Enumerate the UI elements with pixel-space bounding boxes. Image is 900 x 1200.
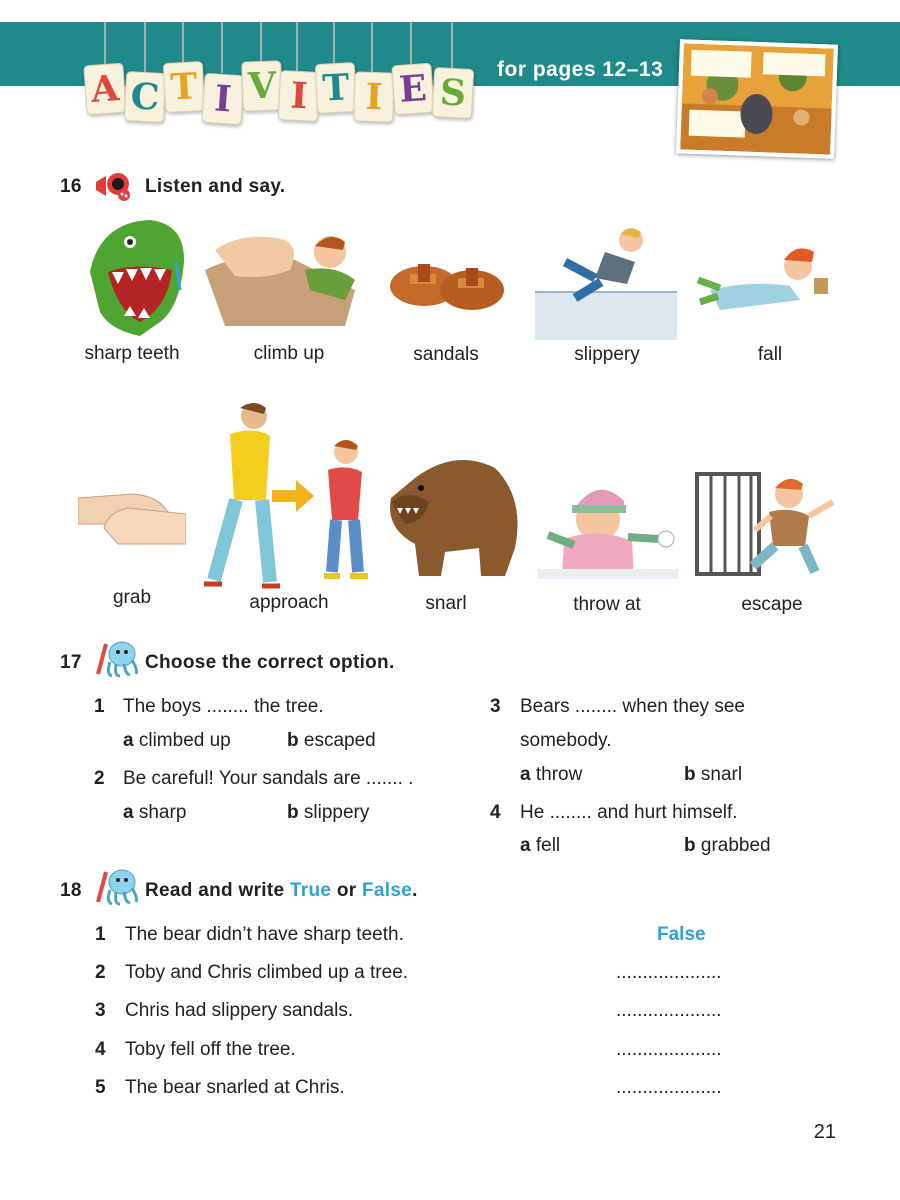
throw-at-picture <box>538 475 678 579</box>
question-17-1: 1 The boys ........ the tree. <box>94 696 324 717</box>
section-number: 17 <box>60 652 82 673</box>
tf-answer-blank[interactable]: .................... <box>616 1000 722 1021</box>
caption-sharp-teeth: sharp teeth <box>84 343 180 364</box>
slippery-picture <box>535 222 677 340</box>
fall-picture <box>690 240 840 322</box>
caption-slippery: slippery <box>574 344 640 365</box>
caption-sandals: sandals <box>413 344 479 365</box>
title-letter: T <box>315 62 358 114</box>
tf-statement: 1 The bear didn’t have sharp teeth. <box>95 924 404 945</box>
title-letter: I <box>278 70 321 122</box>
tf-statement: 4 Toby fell off the tree. <box>95 1039 296 1060</box>
question-17-3: 3 Bears ........ when they see <box>490 696 745 717</box>
approach-picture <box>200 400 380 590</box>
section-title: Read and write True or False. <box>145 880 418 901</box>
tf-statement: 2 Toby and Chris climbed up a tree. <box>95 962 409 983</box>
title-letter: I <box>353 71 395 122</box>
tf-answer-blank[interactable]: .................... <box>616 1039 722 1060</box>
question-17-2-option-a[interactable]: a sharp <box>123 802 187 823</box>
question-17-3-option-b[interactable]: b snarl <box>684 764 743 785</box>
question-17-1-option-b[interactable]: b escaped <box>287 730 376 751</box>
title-letter: S <box>432 67 475 119</box>
question-17-4-option-a[interactable]: a fell <box>520 835 561 856</box>
caption-snarl: snarl <box>425 593 467 614</box>
section-16-heading <box>60 176 286 198</box>
caption-climb-up: climb up <box>253 343 325 364</box>
climb-up-picture <box>205 230 367 326</box>
caption-approach: approach <box>249 592 329 613</box>
section-number: 18 <box>60 880 82 901</box>
section-18-heading <box>60 880 418 902</box>
tf-answer-blank[interactable]: .................... <box>616 962 722 983</box>
caption-fall: fall <box>757 344 783 365</box>
sandals-picture <box>388 252 506 316</box>
listen-speaker-icon <box>94 170 136 202</box>
section-title: Listen and say. <box>145 176 286 197</box>
title-letter: T <box>163 61 206 113</box>
question-17-3-option-a[interactable]: a throw <box>520 764 583 785</box>
title-letter: A <box>83 63 126 116</box>
question-17-1-option-a[interactable]: a climbed up <box>123 730 231 751</box>
title-letter: I <box>201 73 244 126</box>
title-letter: E <box>391 63 434 116</box>
snarl-picture <box>385 448 523 578</box>
caption-throw-at: throw at <box>573 594 641 615</box>
story-thumbnail-image <box>680 43 834 154</box>
tf-answer-blank[interactable]: .................... <box>616 1077 722 1098</box>
tf-statement: 3 Chris had slippery sandals. <box>95 1000 354 1021</box>
title-letter: V <box>241 60 283 111</box>
caption-escape: escape <box>741 594 803 615</box>
caption-grab: grab <box>112 587 152 608</box>
tf-answer-example: False <box>657 924 706 945</box>
question-17-4-option-b[interactable]: b grabbed <box>684 835 771 856</box>
question-17-2-option-b[interactable]: b slippery <box>287 802 370 823</box>
octopus-pencil-icon <box>92 866 140 906</box>
section-17-heading <box>60 652 395 674</box>
page-number: 21 <box>813 1121 836 1143</box>
story-thumbnail <box>676 39 838 158</box>
escape-picture <box>695 472 843 580</box>
tf-statement: 5 The bear snarled at Chris. <box>95 1077 345 1098</box>
grab-picture <box>78 484 186 550</box>
section-number: 16 <box>60 176 82 197</box>
question-17-4: 4 He ........ and hurt himself. <box>490 802 738 823</box>
pages-reference: for pages 12–13 <box>497 58 664 81</box>
question-17-2: 2 Be careful! Your sandals are ....... . <box>94 768 414 789</box>
sharp-teeth-picture <box>80 212 190 340</box>
title-letter: C <box>124 71 167 123</box>
question-17-3-line-2: somebody. <box>520 730 612 751</box>
octopus-pencil-icon <box>92 638 140 678</box>
section-title: Choose the correct option. <box>145 652 395 673</box>
